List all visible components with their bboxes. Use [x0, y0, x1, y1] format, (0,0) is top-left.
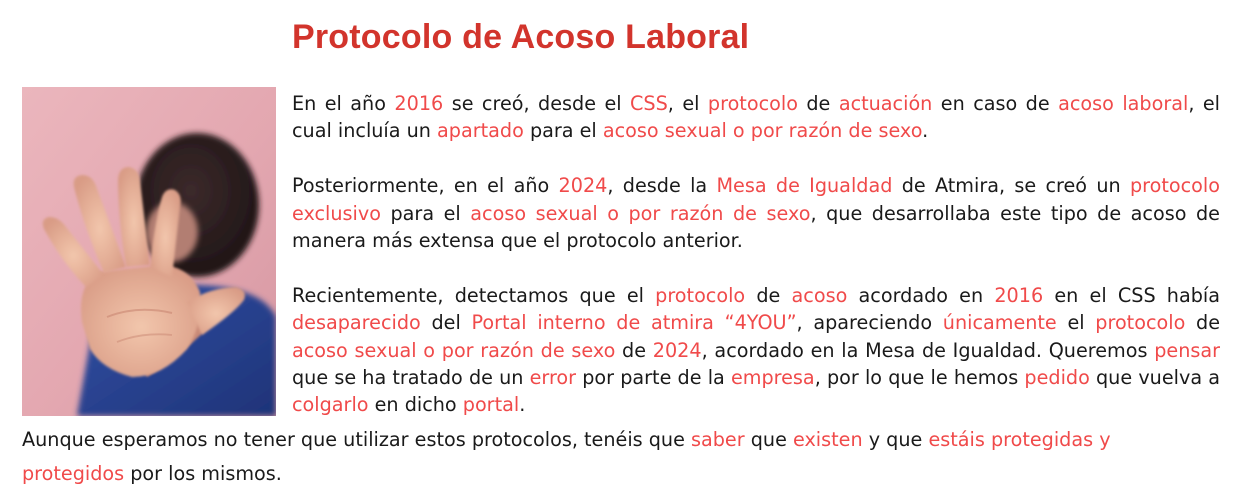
highlight: acoso sexual o por razón de sexo: [602, 119, 923, 143]
raised-hand-icon: [22, 87, 276, 416]
highlight: error: [529, 366, 577, 390]
highlight: apartado: [437, 119, 524, 143]
highlight: únicamente: [942, 311, 1057, 335]
highlight: acoso sexual o por razón de sexo: [292, 338, 616, 362]
highlight: Portal interno de atmira “4YOU”: [471, 311, 797, 335]
highlight: protocolo exclusivo: [292, 174, 1220, 225]
highlight: pedido: [1024, 366, 1090, 390]
highlight: empresa: [730, 366, 815, 390]
highlight: 2016: [394, 92, 444, 115]
highlight: existen: [792, 428, 863, 451]
page-title: Protocolo de Acoso Laboral: [292, 18, 750, 56]
body-text: [292, 90, 1220, 419]
highlight: actuación: [838, 92, 933, 115]
paragraph: Recientemente, detectamos que el protocolo de acoso acordado en 2016 en el CSS había desaparecido del Portal interno de atmira “4YOU”, apareciendo únicamente el protocolo de acoso sexual o por razón de sexo de 2024, acordado en la Mesa de Igualdad. Queremos pensar que se ha tratado de un error por parte de la empresa, por lo que le hemos pedido que vuelva a colgarlo en dicho portal.: [292, 283, 1221, 417]
highlight: protocolo: [1095, 311, 1186, 335]
highlight: 2024: [652, 338, 702, 362]
highlight: colgarlo: [292, 393, 369, 417]
highlight: protocolo: [707, 92, 798, 115]
paragraph: Posteriormente, en el año 2024, desde la Mesa de Igualdad de Atmira, se creó un protocolo exclusivo para el acoso sexual o por razón de sexo, que desarrollaba este tipo de acoso de manera más extensa que el protocolo anterior.: [292, 174, 1220, 253]
highlight: acoso: [791, 283, 848, 307]
highlight: desaparecido: [292, 311, 421, 335]
highlight: saber: [691, 428, 745, 451]
highlight: Mesa de Igualdad: [716, 174, 893, 198]
paragraph: En el año 2016 se creó, desde el CSS, el protocolo de actuación en caso de acoso laboral, el cual incluía un apartado para el acoso sexual o por razón de sexo.: [292, 92, 1221, 143]
highlight: 2024: [558, 174, 608, 198]
highlight: acoso laboral: [1058, 92, 1189, 115]
highlight: estáis protegidas y protegidos: [22, 428, 1111, 485]
highlight: protocolo: [655, 283, 746, 307]
highlight: 2016: [994, 283, 1044, 307]
highlight: CSS: [630, 92, 668, 115]
raised-hand-photo: [22, 87, 276, 416]
highlight: portal: [462, 393, 520, 417]
highlight: acoso sexual o por razón de sexo: [470, 201, 811, 225]
closing-paragraph: Aunque esperamos no tener que utilizar estos protocolos, tenéis que saber que existen y que estáis protegidas y protegidos por los mismos.: [22, 428, 1111, 485]
highlight: pensar: [1154, 338, 1220, 362]
